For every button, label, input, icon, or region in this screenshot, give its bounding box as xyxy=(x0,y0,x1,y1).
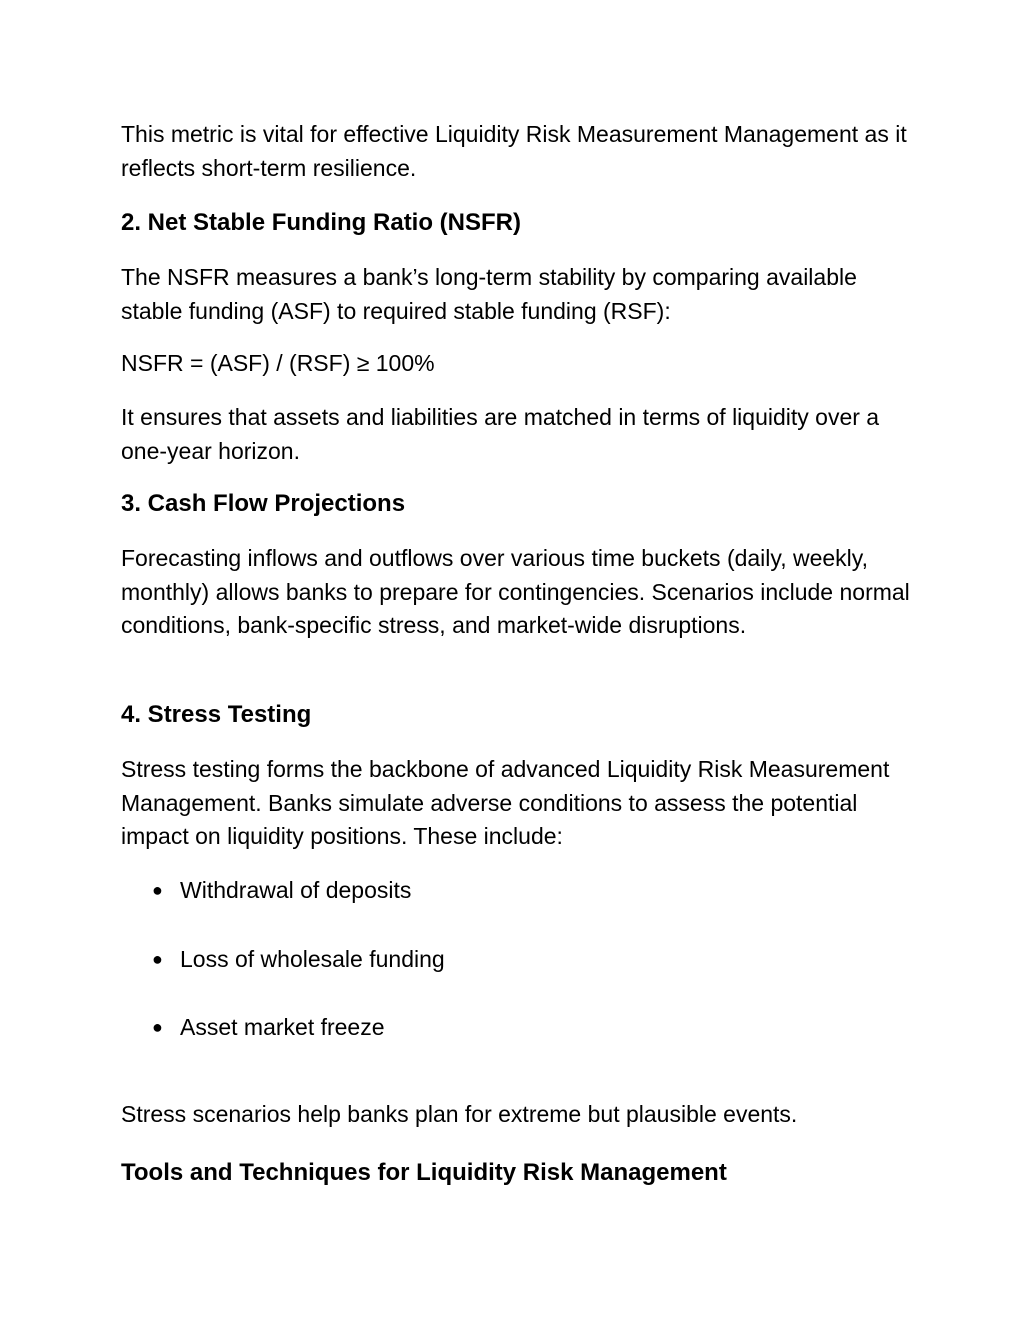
list-item xyxy=(150,875,910,905)
nsfr-formula: NSFR = (ASF) / (RSF) ≥ 100% xyxy=(121,350,435,376)
section-heading-tools: Tools and Techniques for Liquidity Risk Management xyxy=(121,1159,727,1186)
bullet-icon: ● xyxy=(152,880,163,900)
list-item xyxy=(150,944,910,974)
cash-flow-paragraph: Forecasting inflows and outflows over various time buckets (daily, weekly, monthly) allows banks to prepare for contingencies. Scenarios include normal conditions, bank-specific stress, and market-wide disruptions. xyxy=(121,545,910,638)
nsfr-horizon-paragraph: It ensures that assets and liabilities are matched in terms of liquidity over a one-year horizon. xyxy=(121,404,880,464)
list-item-text: Loss of wholesale funding xyxy=(180,945,445,972)
intro-paragraph: This metric is vital for effective Liquidity Risk Measurement Management as it reflects short-term resilience. xyxy=(121,121,907,181)
list-item xyxy=(150,1012,910,1042)
stress-scenarios-list xyxy=(150,875,910,1081)
bullet-icon: ● xyxy=(152,948,163,969)
section-heading-stress-testing: 4. Stress Testing xyxy=(121,701,312,728)
section-heading-cash-flow: 3. Cash Flow Projections xyxy=(121,490,406,517)
nsfr-description-paragraph: The NSFR measures a bank’s long-term stability by comparing available stable funding (ASF) to required stable funding (RSF): xyxy=(121,264,857,324)
bullet-icon: ● xyxy=(152,1017,163,1037)
stress-testing-paragraph: Stress testing forms the backbone of advanced Liquidity Risk Measurement Management. Banks simulate adverse conditions to assess the potential impact on liquidity positions. These include: xyxy=(121,756,890,849)
list-item-text: Withdrawal of deposits xyxy=(180,877,412,903)
list-item-text: Asset market freeze xyxy=(180,1014,385,1040)
section-heading-nsfr: 2. Net Stable Funding Ratio (NSFR) xyxy=(121,209,521,236)
stress-closing-paragraph: Stress scenarios help banks plan for extreme but plausible events. xyxy=(121,1101,798,1127)
